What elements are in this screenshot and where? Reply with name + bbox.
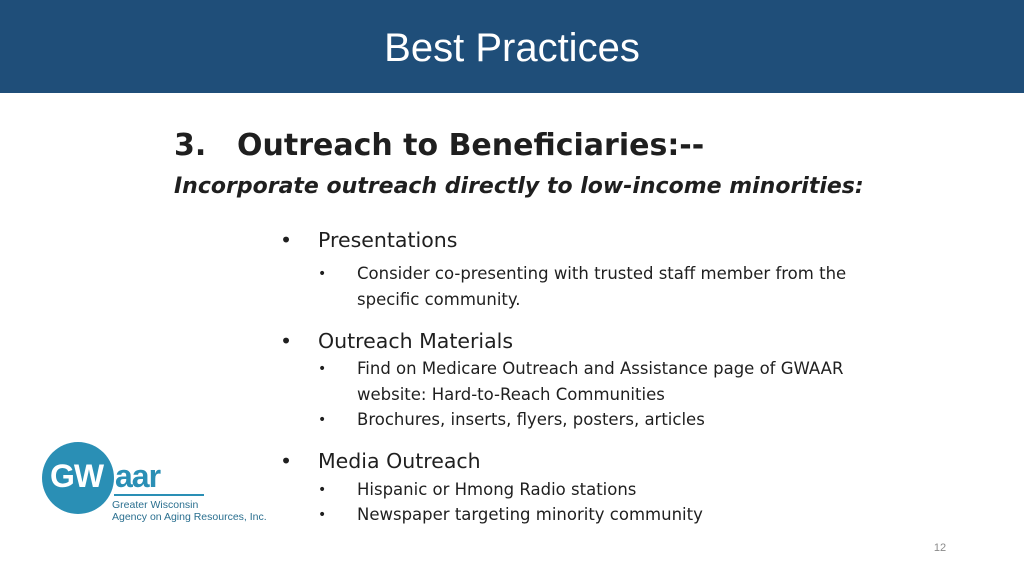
sub-bullet-marker: •: [318, 266, 327, 282]
sub-bullet-marker: •: [318, 361, 327, 377]
heading-text: Outreach to Beneficiaries:--: [237, 128, 705, 163]
sub-bullet-marker: •: [318, 482, 327, 498]
sub-bullet-marker: •: [318, 507, 327, 523]
bullet-label: Media Outreach: [318, 449, 481, 473]
bullet-marker: •: [280, 228, 293, 252]
sub-bullet-text: Newspaper targeting minority community: [357, 505, 703, 524]
logo-divider: [114, 494, 204, 496]
page-number: 12: [933, 542, 947, 554]
section-subheading: Incorporate outreach directly to low-income minorities:: [174, 174, 864, 199]
sub-bullet-text: Hispanic or Hmong Radio stations: [357, 480, 637, 499]
bullet-label: Outreach Materials: [318, 329, 514, 353]
sub-bullet-text: Consider co-presenting with trusted staff member from the specific community.: [357, 264, 847, 309]
bullet-marker: •: [280, 329, 293, 353]
logo-mark-aar: aar: [115, 458, 161, 494]
sub-bullet-text: Brochures, inserts, flyers, posters, articles: [357, 410, 705, 429]
sub-bullet-text: Find on Medicare Outreach and Assistance page of GWAAR website: Hard-to-Reach Communities: [357, 359, 844, 404]
bullet-marker: •: [280, 449, 293, 473]
sub-bullet-marker: •: [318, 412, 327, 428]
title-bar: [0, 0, 1024, 93]
gwaar-logo: [42, 442, 272, 532]
slide-title: Best Practices: [384, 26, 640, 70]
logo-mark-gw: GW: [50, 458, 104, 494]
section-heading: [174, 126, 704, 166]
logo-org-line1: Greater Wisconsin: [112, 499, 199, 511]
bullet-label: Presentations: [318, 228, 458, 252]
heading-number: 3.: [174, 128, 207, 163]
logo-org-line2: Agency on Aging Resources, Inc.: [112, 511, 267, 523]
